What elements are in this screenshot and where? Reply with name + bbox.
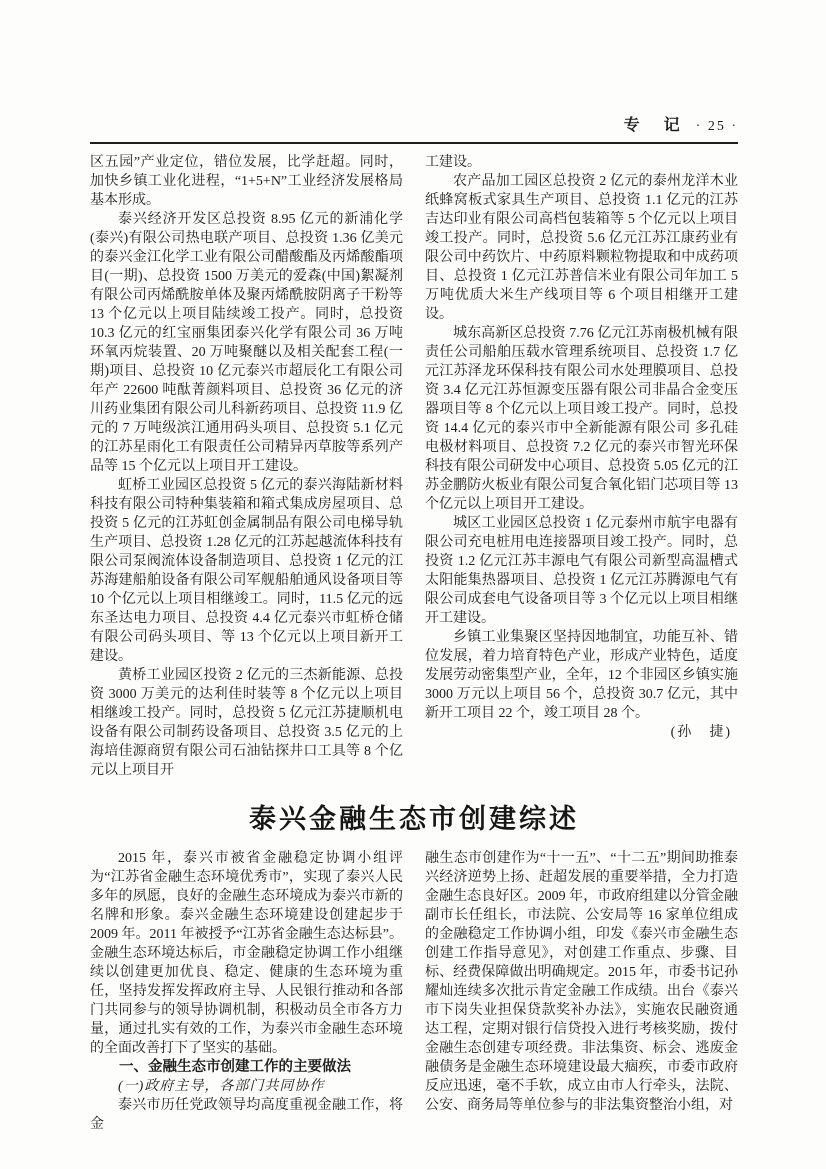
paragraph: 黄桥工业园区投资 2 亿元的三杰新能源、总投资 3000 万美元的达利佳时装等 8 个亿元以上项目相继竣工投产。同时，总投资 5 亿元江苏捷顺机电设备有限公司制药设备项目、总投资 3.5 亿元的上海培佳源商贸有限公司石油钻探井口工具等 8 个亿元以上项目开 (90, 668, 403, 778)
paragraph: 虹桥工业园区总投资 5 亿元的泰兴海陆新材料科技有限公司特种集装箱和箱式集成房屋项目、总投资 5 亿元的江苏虹创金属制品有限公司电梯导轨生产项目、总投资 1.28 亿元的江苏起越流体科技有限公司泵阀流体设备制造项目、总投资 1 亿元的江苏海建船舶设备有限公司军舰船舶通风设备项目等 10 个亿元以上项目相继竣工。同时，11.5 亿元的远东圣达电力项目、总投资 4.4 亿元泰兴市虹桥仓储有限公司码头项目、等 13 个亿元以上项目新开工建设。 (90, 478, 403, 664)
header-page-number: · 25 · (695, 119, 738, 134)
paragraph: 2015 年，泰兴市被省金融稳定协调小组评为“江苏省金融生态环境优秀市”，实现了泰兴人民多年的夙愿，良好的金融生态环境成为泰兴市新的名牌和形象。泰兴金融生态环境建设创建起步于 2009 年。2011 年被授予“江苏省金融生态达标县”。金融生态环境达标后，市金融稳定协调工作小组继续以创建更加优良、稳定、健康的生态环境为重任，坚持发挥发挥政府主导、人民银行推动和各部门共同参与的领导协调机制，积极动员全市各方力量，通过扎实有效的工作，为泰兴市金融生态环境的全面改善打下了坚实的基础。 (90, 851, 403, 1056)
lower-right-column (425, 849, 738, 1134)
paragraph: 融生态市创建作为“十一五”、“十二五”期间助推泰兴经济逆势上扬、赶超发展的重要举措，全力打造金融生态良好区。2009 年，市政府组建以分管金融副市长任组长，市法院、公安局等 16 家单位组成的金融稳定工作协调小组，印发《泰兴市金融生态创建工作指导意见》，对创建工作重点、步骤、目标、经费保障做出明确规定。2015 年，市委书记孙耀灿连续多次批示肯定金融工作成绩。出台《泰兴市下岗失业担保贷款奖补办法》，实施农民融资通达工程，定期对银行信贷投入进行考核奖励，拨付金融生态创建专项经费。非法集资、标会、逃废金融债务是金融生态环境建设最大痼疾，市委市政府反应迅速，毫不手软，成立由市人行牵头，法院、公安、商务局等单位参与的非法集资整治小组，对 (425, 851, 738, 1113)
paragraph: 泰兴市历任党政领导均高度重视金融工作，将金 (90, 1098, 403, 1132)
sub-heading: (一)政府主导，各部门共同协作 (118, 1079, 325, 1094)
lower-left-column (90, 849, 403, 1134)
page-header (90, 112, 738, 144)
author-byline: (孙 捷) (670, 725, 732, 740)
paragraph: 工建设。 (425, 155, 481, 170)
article-title: 泰兴金融生态市创建综述 (249, 804, 579, 834)
upper-right-column (425, 153, 738, 780)
paragraph: 泰兴经济开发区总投资 8.95 亿元的新浦化学(泰兴)有限公司热电联产项目、总投资 1.36 亿美元的泰兴金江化学工业有限公司醋酸酯及丙烯酸酯项目(一期)、总投资 1500 万美元的爱森(中国)絮凝剂有限公司丙烯酰胺单体及聚丙烯酰胺阴离子干粉等 13 个亿元以上项目陆续竣工投产。同时，总投资 10.3 亿元的红宝丽集团泰兴化学有限公司 36 万吨环氧丙烷装置、20 万吨聚醚以及相关配套工程(一期)项目、总投资 10 亿元泰兴市超辰化工有限公司年产 22600 吨酞菁颜料项目、总投资 36 亿元的济川药业集团有限公司儿科新药项目、总投资 11.9 亿元的 7 万吨级滨江通用码头项目、总投资 5.1 亿元的江苏星雨化工有限责任公司精异丙草胺等系列产品等 15 个亿元以上项目开工建设。 (90, 212, 403, 474)
paragraph: 农产品加工园区总投资 2 亿元的泰州龙洋木业纸蜂窝板式家具生产项目、总投资 1.1 亿元的江苏吉达印业有限公司高档包装箱等 5 个亿元以上项目竣工投产。同时，总投资 5.6 亿元江苏江康药业有限公司中药饮片、中药原料颗粒物提取和中成药项目、总投资 1 亿元江苏普信米业有限公司年加工 5 万吨优质大米生产线项目等 6 个项目相继开工建设。 (425, 174, 738, 322)
upper-article (90, 153, 738, 780)
upper-left-column (90, 153, 403, 780)
header-section-label: 专 记 (623, 117, 684, 134)
paragraph: 区五园”产业定位，错位发展，比学赶超。同时，加快乡镇工业化进程，“1+5+N”工业经济发展格局基本形成。 (90, 155, 403, 208)
paragraph: 城东高新区总投资 7.76 亿元江苏南极机械有限责任公司船舶压载水管理系统项目、总投资 1.7 亿元江苏泽龙环保科技有限公司水处理膜项目、总投资 3.4 亿元江苏恒源变压器有限公司非晶合金变压器项目等 8 个亿元以上项目竣工投产。同时，总投资 14.4 亿元的泰兴市中全新能源有限公司 多孔硅电极材料项目、总投资 7.2 亿元的泰兴市智光环保科技有限公司研发中心项目、总投资 5.05 亿元的江苏金鹏防火板业有限公司复合氧化铝门芯项目等 13 个亿元以上项目开工建设。 (425, 326, 738, 512)
lower-article (90, 849, 738, 1134)
section-heading: 一、金融生态市创建工作的主要做法 (119, 1059, 351, 1075)
paragraph: 乡镇工业集聚区坚持因地制宜，功能互补、错位发展，着力培育特色产业，形成产业特色，适度发展劳动密集型产业，全年，12 个非园区乡镇实施 3000 万元以上项目 56 个，总投资 30.7 亿元，其中新开工项目 22 个，竣工项目 28 个。 (425, 630, 738, 721)
paragraph: 城区工业园区总投资 1 亿元泰州市航宇电器有限公司充电桩用电连接器项目竣工投产。同时，总投资 1.2 亿元江苏丰源电气有限公司新型高温槽式太阳能集热器项目、总投资 1 亿元江苏腾源电气有限公司成套电气设备项目等 3 个亿元以上项目相继开工建设。 (425, 516, 738, 626)
